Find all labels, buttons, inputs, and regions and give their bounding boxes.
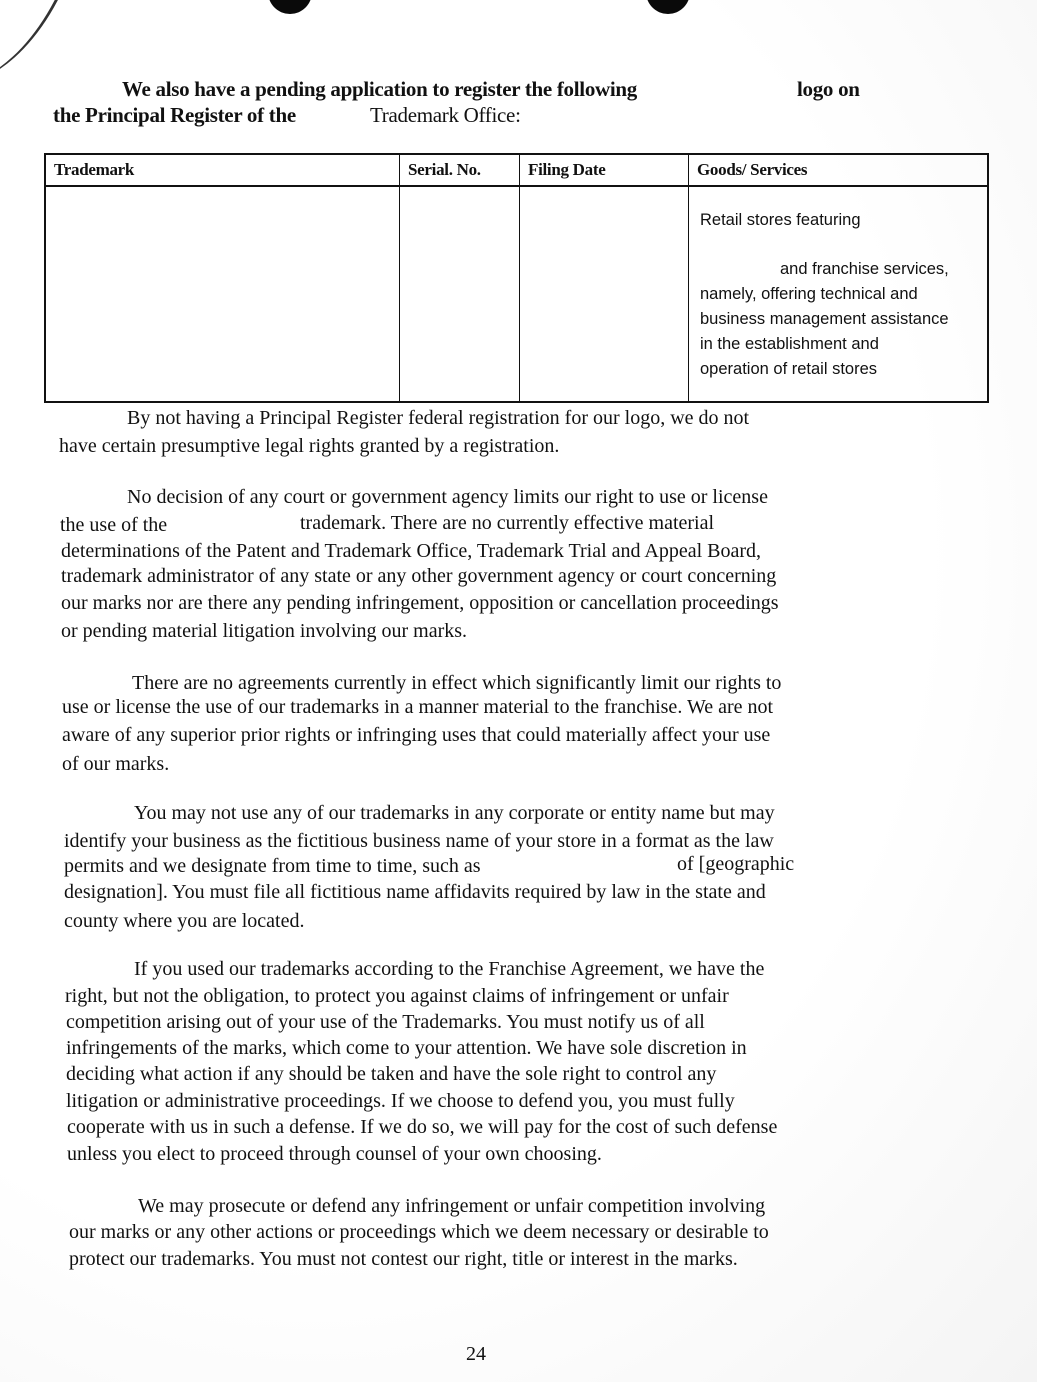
- paragraph-2-line: our marks nor are there any pending infringement, opposition or cancellation proceedings: [61, 592, 779, 614]
- intro-line-2-end: Trademark Office:: [370, 103, 521, 127]
- paragraph-4-line: of [geographic: [677, 853, 795, 875]
- cell-filing-date: [520, 186, 689, 402]
- trademark-table: [44, 153, 989, 403]
- cell-serial-no: [400, 186, 520, 402]
- paragraph-5-line: infringements of the marks, which come to your attention. We have sole discretion in: [66, 1037, 747, 1059]
- paragraph-2-line: the use of the: [60, 514, 168, 536]
- paragraph-2-line: determinations of the Patent and Trademark Office, Trademark Trial and Appeal Board,: [61, 540, 762, 562]
- paragraph-3-line: of our marks.: [62, 753, 170, 775]
- paragraph-4-line: identify your business as the fictitious business name of your store in a format as the law: [64, 830, 774, 852]
- paragraph-5-line: competition arising out of your use of the Trademarks. You must notify us of all: [66, 1011, 705, 1033]
- paragraph-2-line: No decision of any court or government agency limits our right to use or license: [127, 486, 768, 508]
- paragraph-1-line: By not having a Principal Register federal registration for our logo, we do not: [127, 407, 750, 429]
- paragraph-5-line: If you used our trademarks according to the Franchise Agreement, we have the: [134, 958, 765, 980]
- paragraph-3-line: There are no agreements currently in effect which significantly limit our rights to: [132, 672, 782, 694]
- paragraph-5-line: cooperate with us in such a defense. If we do so, we will pay for the cost of such defense: [67, 1116, 778, 1138]
- page-corner-curl: [0, 0, 75, 110]
- goods-line: in the establishment and: [700, 335, 879, 353]
- binder-hole: [646, 0, 690, 14]
- header-goods-services: Goods/ Services: [689, 154, 989, 186]
- cell-trademark: [45, 186, 400, 402]
- paragraph-2-line: trademark administrator of any state or any other government agency or court concerning: [61, 565, 777, 587]
- intro-line-2: the Principal Register of the: [53, 103, 296, 127]
- goods-line: business management assistance: [700, 310, 949, 328]
- paragraph-1-line: have certain presumptive legal rights granted by a registration.: [59, 435, 560, 457]
- paragraph-4-line: You may not use any of our trademarks in any corporate or entity name but may: [134, 802, 775, 824]
- paragraph-4-line: permits and we designate from time to time, such as: [64, 855, 481, 877]
- goods-line: operation of retail stores: [700, 360, 878, 378]
- paragraph-5-line: unless you elect to proceed through counsel of your own choosing.: [67, 1143, 602, 1165]
- table-header-row: [45, 154, 988, 186]
- goods-line: Retail stores featuring: [700, 211, 861, 229]
- paragraph-5-line: deciding what action if any should be taken and have the sole right to control any: [66, 1063, 717, 1085]
- cell-goods-services: [689, 186, 989, 402]
- table-row: [45, 186, 988, 402]
- header-trademark: Trademark: [45, 154, 400, 186]
- binder-hole: [268, 0, 312, 14]
- paragraph-5-line: litigation or administrative proceedings. If we choose to defend you, you must fully: [66, 1090, 735, 1112]
- goods-line: namely, offering technical and: [700, 285, 918, 303]
- paragraph-3-line: use or license the use of our trademarks in a manner material to the franchise. We are not: [62, 696, 774, 718]
- paragraph-6-line: protect our trademarks. You must not contest our right, title or interest in the marks.: [69, 1248, 738, 1270]
- intro-line-1-end: logo on: [797, 77, 860, 101]
- intro-line-1: We also have a pending application to register the following: [122, 77, 637, 101]
- paragraph-2-line: trademark. There are no currently effective material: [300, 512, 715, 534]
- paragraph-6-line: our marks or any other actions or proceedings which we deem necessary or desirable to: [69, 1221, 769, 1243]
- paragraph-4-line: county where you are located.: [64, 910, 305, 932]
- header-serial-no: Serial. No.: [400, 154, 520, 186]
- paragraph-2-line: or pending material litigation involving our marks.: [61, 620, 468, 642]
- page-number: 24: [466, 1343, 486, 1365]
- goods-line: and franchise services,: [780, 260, 949, 278]
- paragraph-3-line: aware of any superior prior rights or infringing uses that could materially affect your use: [62, 724, 771, 746]
- header-filing-date: Filing Date: [520, 154, 689, 186]
- paragraph-6-line: We may prosecute or defend any infringement or unfair competition involving: [138, 1195, 766, 1217]
- paragraph-5-line: right, but not the obligation, to protect you against claims of infringement or unfair: [65, 985, 729, 1007]
- paragraph-4-line: designation]. You must file all fictitious name affidavits required by law in the state and: [64, 881, 766, 903]
